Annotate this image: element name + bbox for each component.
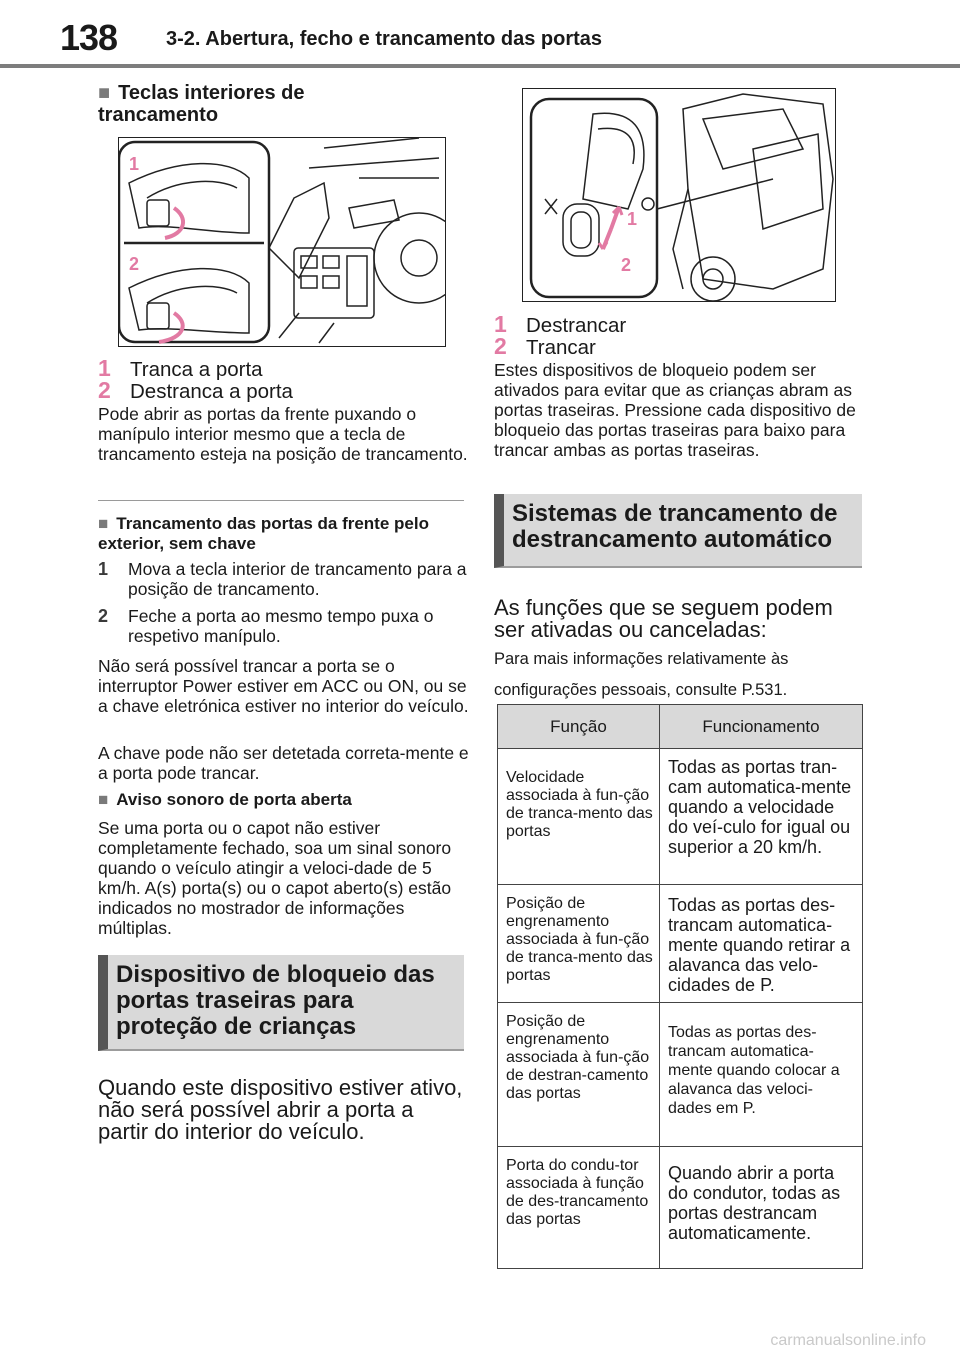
table-cell-function: Velocidade associada à fun-ção de tranca-mento das portas — [498, 749, 660, 885]
header-rule — [0, 64, 960, 68]
intro-paragraph: As funções que se seguem podem ser ativadas ou canceladas: — [494, 595, 833, 642]
paragraph: Não será possível trancar a porta se o interruptor Power estiver em ACC ou ON, ou se a chave eletrónica estiver no interior do veículo. — [98, 656, 469, 716]
table-cell-operation: Todas as portas tran-cam automatica-mente quando a velocidade do veí-culo for igual ou superior a 20 km/h. — [660, 749, 863, 885]
page-number: 138 — [60, 17, 118, 58]
figure-interior-lock-switches — [118, 137, 446, 347]
figure-label-2: 2 — [129, 254, 140, 274]
table-row — [498, 1147, 863, 1269]
legend-item: 2 Destranca a porta — [98, 377, 293, 403]
paragraph: Se uma porta ou o capot não estiver completamente fechado, soa um sinal sonoro quando o veículo atingir a veloci-dade de 5 km/h. A(s) porta(s) ou o capot aberto(s) estão indicados no mostrador de informações múltiplas. — [98, 818, 452, 938]
section-title: 3-2. Abertura, fecho e trancamento das portas — [166, 28, 603, 50]
intro-paragraph: Quando este dispositivo estiver ativo, não será possível abrir a porta a partir do interior do veículo. — [98, 1075, 463, 1144]
table-row — [498, 749, 863, 885]
table-header-function: Função — [498, 705, 660, 749]
step-item: 1 Mova a tecla interior de trancamento para a posição de trancamento. — [98, 559, 467, 599]
heading-open-door-alarm: ■ Aviso sonoro de porta aberta — [98, 790, 458, 810]
note-paragraph: Para mais informações relativamente às configurações pessoais, consulte P.531. — [494, 650, 789, 699]
table-row — [498, 1003, 863, 1147]
rear-door-illustration — [523, 89, 836, 302]
table-header-operation: Funcionamento — [660, 705, 863, 749]
figure-label-1: 1 — [129, 154, 140, 174]
figure-rear-door-child-lock — [522, 88, 836, 302]
paragraph: Pode abrir as portas da frente puxando o manípulo interior mesmo que a tecla de trancamento esteja na posição de trancamento. — [98, 404, 468, 464]
legend-item: 2 Trancar — [494, 333, 596, 359]
divider — [98, 500, 464, 501]
interior-door-illustration — [119, 138, 446, 347]
heading-interior-lock-switches: ■ Teclas interiores de trancamento — [98, 82, 398, 126]
table-cell-operation: Quando abrir a porta do condutor, todas as portas destrancam automaticamente. — [660, 1147, 863, 1269]
figure-label-2: 2 — [621, 255, 632, 275]
legend-item: 1 Tranca a porta — [98, 355, 263, 381]
table-cell-function: Porta do condu-tor associada à função de des-trancamento das portas — [498, 1147, 660, 1269]
figure-label-1: 1 — [627, 209, 638, 229]
table-cell-function: Posição de engrenamento associada à fun-ção de tranca-mento das portas — [498, 885, 660, 1003]
table-header-row — [498, 705, 863, 749]
paragraph: A chave pode não ser detetada correta-mente e a porta pode trancar. — [98, 743, 469, 783]
section-header-child-lock: Dispositivo de bloqueio das portas traseiras para proteção de crianças — [98, 955, 464, 1051]
functions-table — [497, 704, 863, 1269]
watermark: carmanualsonline.info — [770, 1332, 926, 1349]
heading-exterior-lock: ■ Trancamento das portas da frente pelo exterior, sem chave — [98, 514, 458, 554]
table-cell-function: Posição de engrenamento associada à fun-ção de destran-camento das portas — [498, 1003, 660, 1147]
table-cell-operation: Todas as portas des-trancam automatica-mente quando colocar a alavanca das veloci-dades em P. — [660, 1003, 863, 1147]
table-cell-operation: Todas as portas des-trancam automatica-mente quando retirar a alavanca das velo-cidades de P. — [660, 885, 863, 1003]
step-item: 2 Feche a porta ao mesmo tempo puxa o respetivo manípulo. — [98, 606, 434, 646]
legend-item: 1 Destrancar — [494, 311, 627, 337]
table-row — [498, 885, 863, 1003]
paragraph: Estes dispositivos de bloqueio podem ser ativados para evitar que as crianças abram as portas traseiras. Pressione cada dispositivo de bloqueio das portas traseiras para baixo para trancar ambas as portas traseiras. — [494, 360, 856, 460]
section-header-auto-lock: Sistemas de trancamento de destrancamento automático — [494, 494, 862, 568]
